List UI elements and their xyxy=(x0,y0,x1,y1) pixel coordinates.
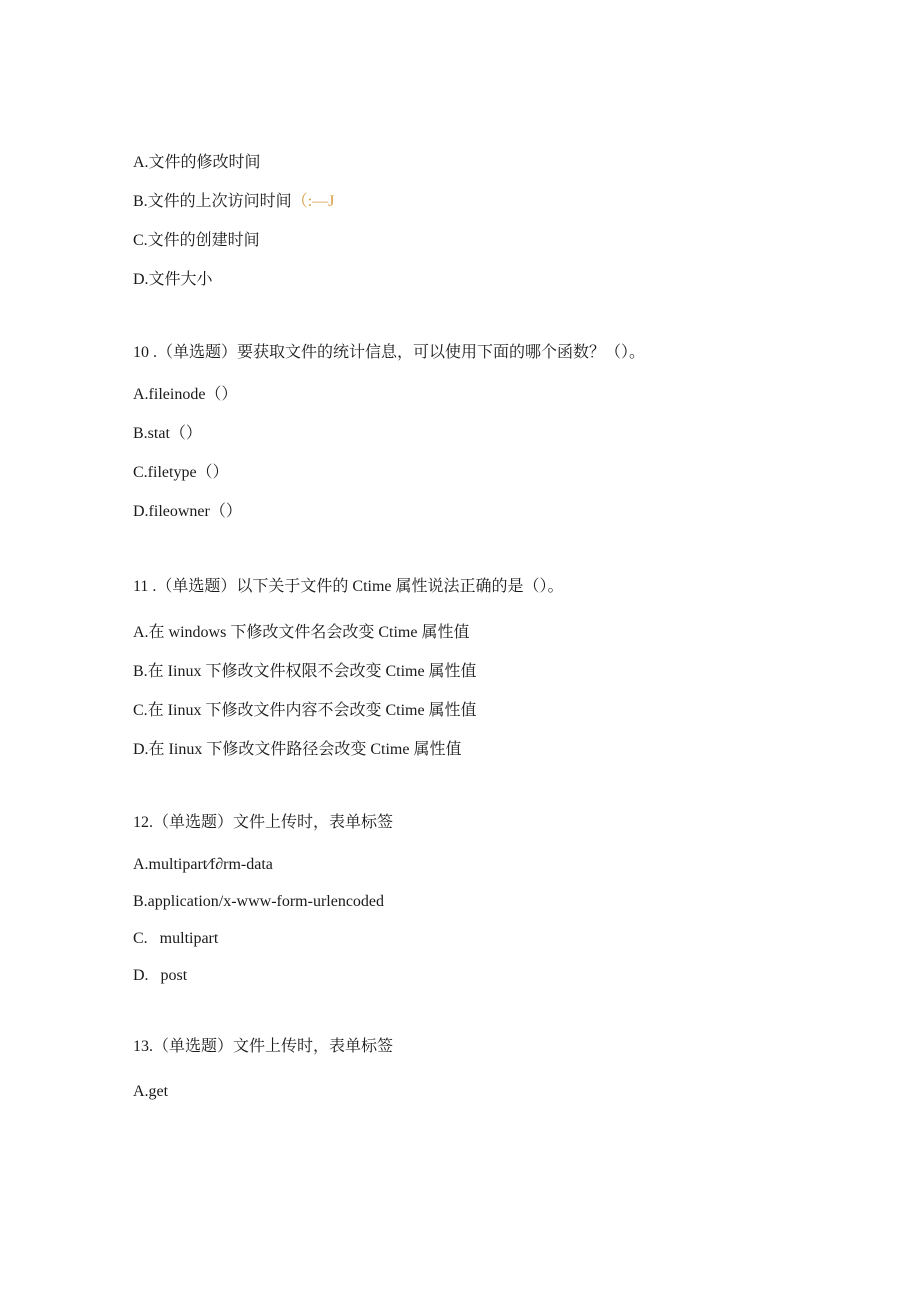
q11-option-a: A.在 windows 下修改文件名会改变 Ctime 属性值 xyxy=(133,624,470,641)
q9-option-c: C.文件的创建时间 xyxy=(133,232,260,249)
q11-option-c: C.在 Iinux 下修改文件内容不会改变 Ctime 属性值 xyxy=(133,702,477,719)
q9-option-a: A.文件的修改时间 xyxy=(133,154,261,171)
q9-option-d: D.文件大小 xyxy=(133,271,213,288)
q11-option-b: B.在 Iinux 下修改文件权限不会改变 Ctime 属性值 xyxy=(133,663,477,680)
q10-option-b: B.stat（） xyxy=(133,425,202,442)
q12-option-a: A.multipart∕f∂rm-data xyxy=(133,856,273,873)
q11-option-d: D.在 Iinux 下修改文件路径会改变 Ctime 属性值 xyxy=(133,741,462,758)
q12-option-d: D. post xyxy=(133,967,188,984)
q10-option-a: A.fileinode（） xyxy=(133,386,238,403)
q13-option-a: A.get xyxy=(133,1083,169,1100)
q9-option-b-text: B.文件的上次访问时间 xyxy=(133,193,292,210)
q10-stem: 10 .（单选题）要获取文件的统计信息，可以使用下面的哪个函数？（）。 xyxy=(133,344,646,361)
q12-option-b: B.application/x-www-form-urlencoded xyxy=(133,893,385,910)
q12-option-c: C. multipart xyxy=(133,930,219,947)
q13-stem: 13.（单选题）文件上传时，表单标签 xyxy=(133,1038,394,1055)
q9-handwritten-mark: （:—J xyxy=(291,193,335,210)
q11-stem: 11 .（单选题）以下关于文件的 Ctime 属性说法正确的是（）。 xyxy=(133,578,564,595)
q9-option-b xyxy=(133,192,334,212)
q10-option-d: D.fileowner（） xyxy=(133,503,242,520)
q12-stem: 12.（单选题）文件上传时，表单标签 xyxy=(133,814,394,831)
q10-option-c: C.filetype（） xyxy=(133,464,229,481)
